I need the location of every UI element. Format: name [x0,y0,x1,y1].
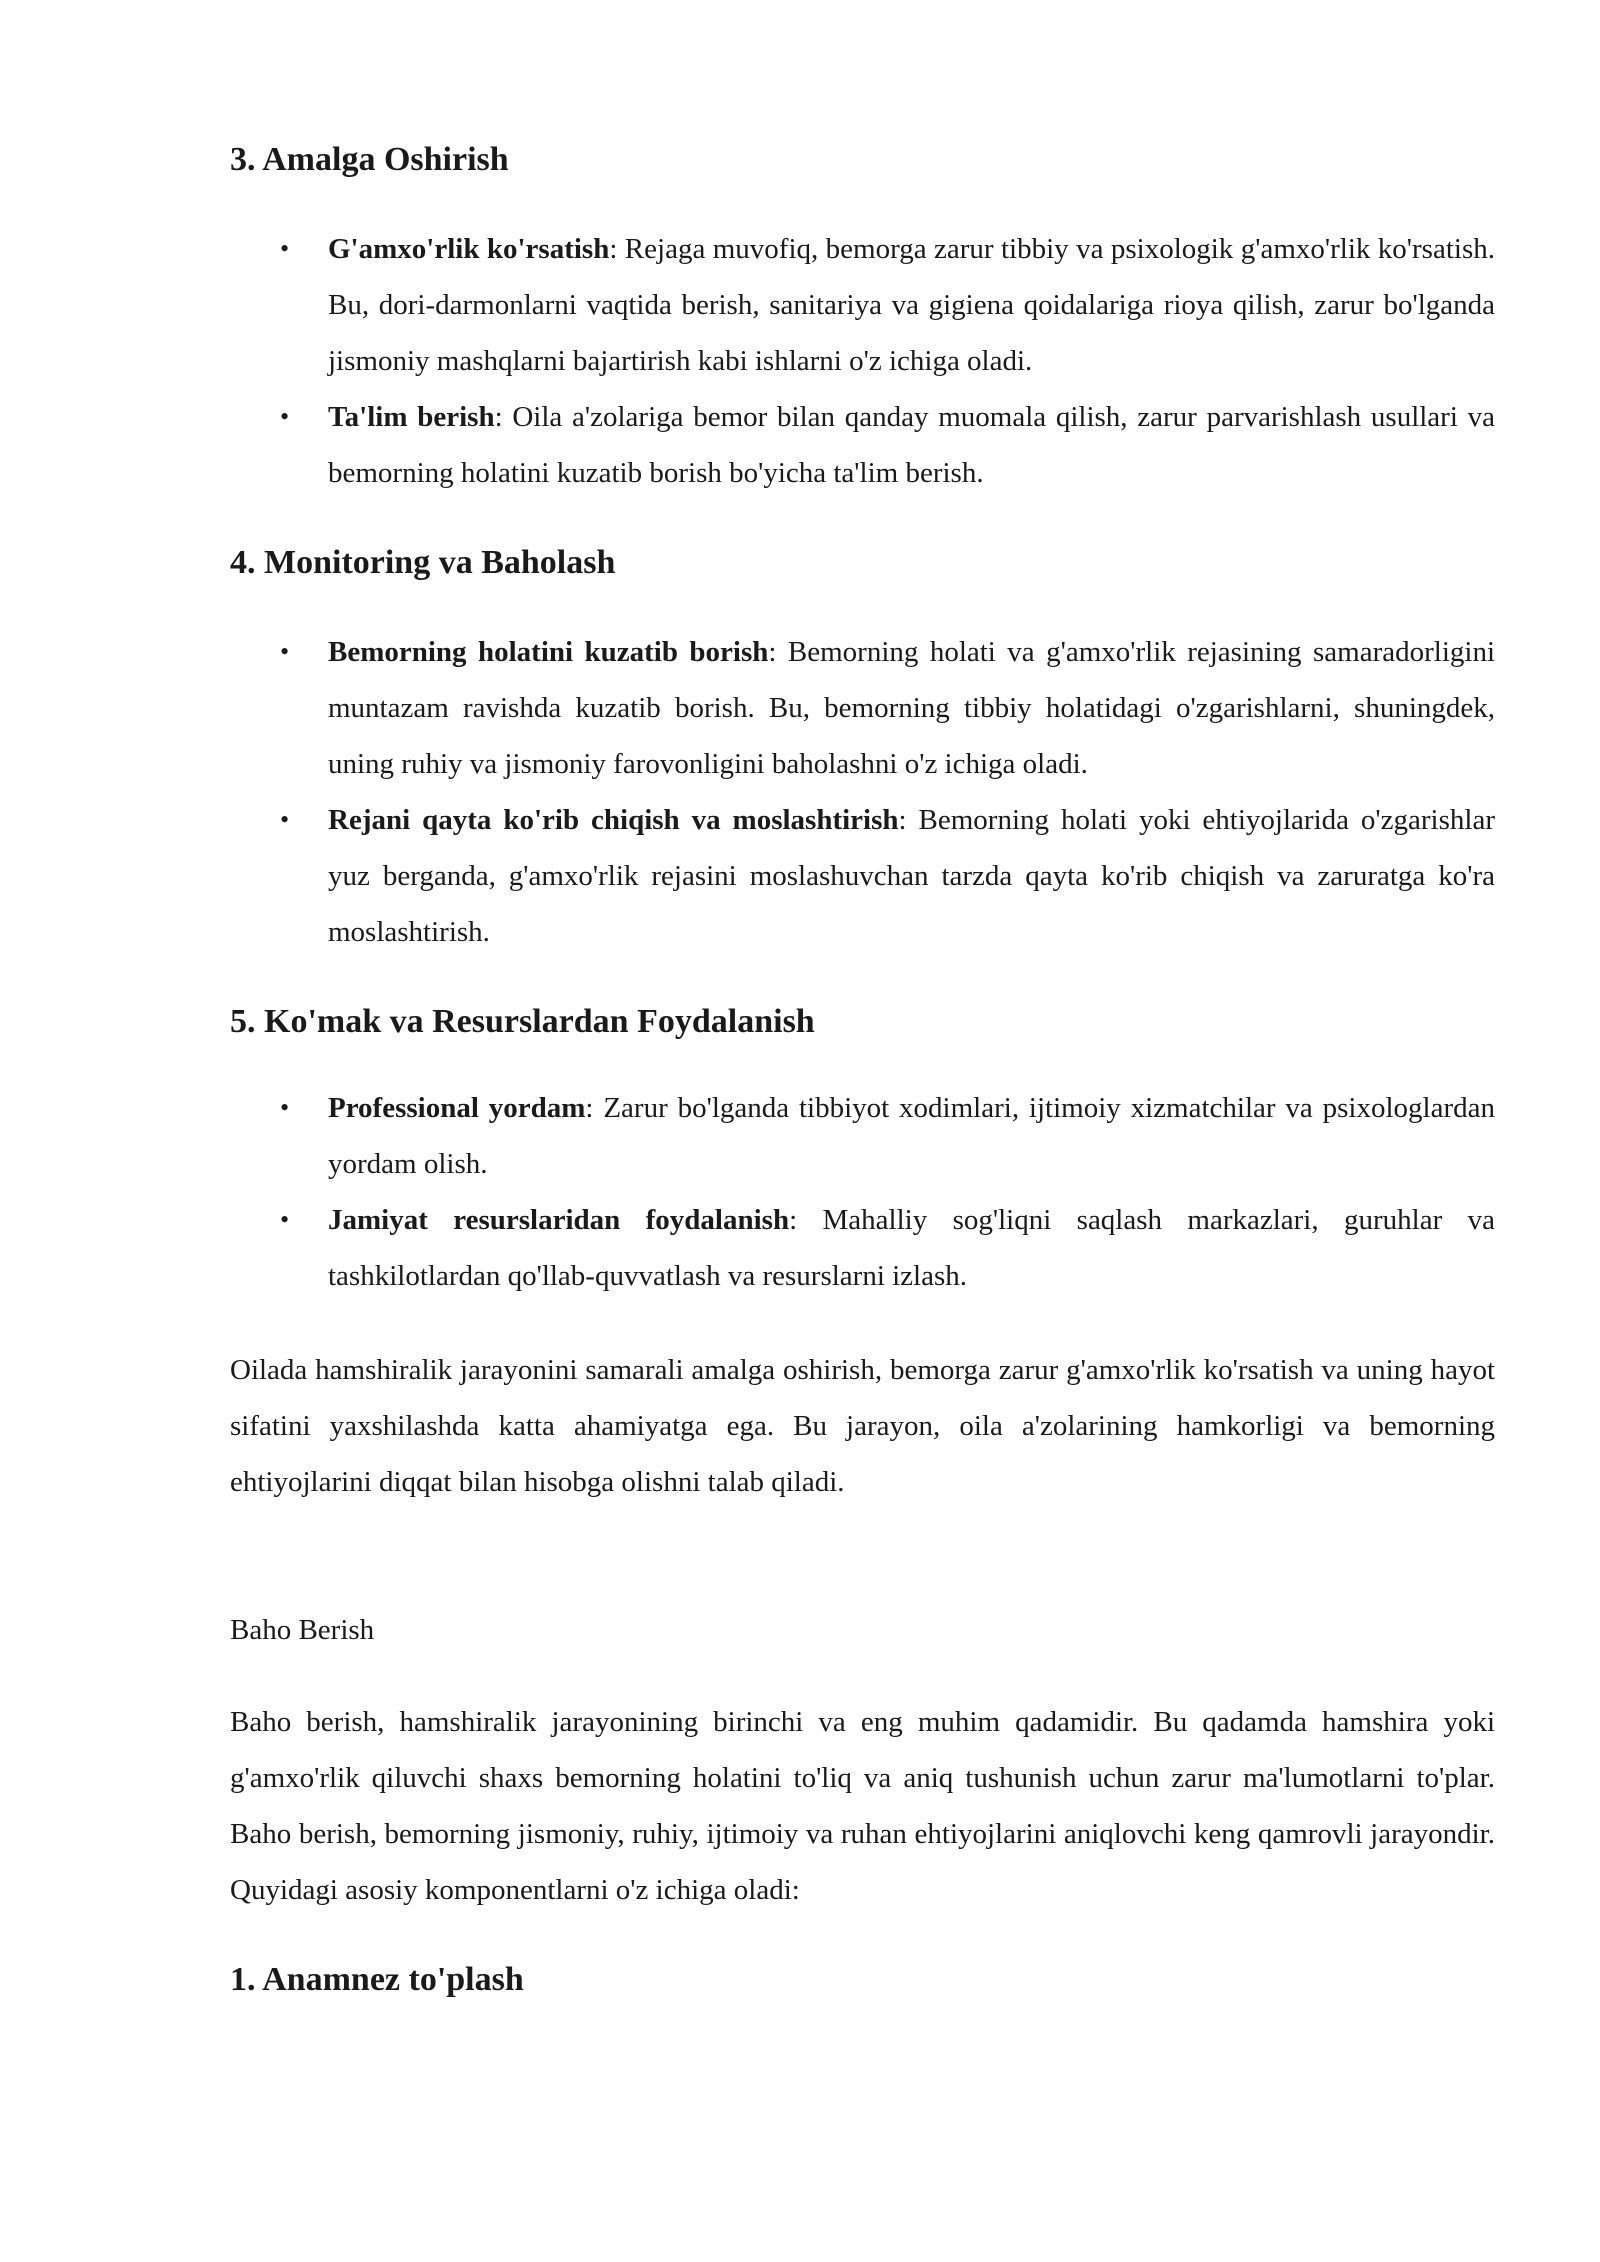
list-item-term: Rejani qayta ko'rib chiqish va moslashtirish [328,803,899,836]
list-item [230,1192,1495,1304]
section-heading: 1. Anamnez to'plash [230,1961,524,1999]
section-monitoring [230,543,1495,960]
summary-paragraph: Oilada hamshiralik jarayonini samarali amalga oshirish, bemorga zarur g'amxo'rlik ko'rsatish va uning hayot sifatini yaxshilashda katta ahamiyatga ega. Bu jarayon, oila a'zolarining hamkorligi va bemorning ehtiyojlarini diqqat bilan hisobga olishni talab qiladi. [230,1354,1495,1499]
list-item-term: G'amxo'rlik ko'rsatish [328,232,610,265]
list-item-text: : Oila a'zolariga bemor bilan qanday muomala qilish, zarur parvarishlash usullari va bemorning holatini kuzatib borish bo'yicha ta'lim berish. [328,400,1495,489]
bullet-icon: • [280,636,290,666]
bullet-icon: • [280,1205,290,1235]
bullet-icon: • [280,804,290,834]
section-komak-resurslar [230,1002,1495,1305]
document-page [230,140,1495,2001]
section-amalga-oshirish [230,140,1495,501]
intro-paragraph: Baho berish, hamshiralik jarayonining birinchi va eng muhim qadamidir. Bu qadamda hamshira yoki g'amxo'rlik qiluvchi shaxs bemorning holatini to'liq va aniq tushunish uchun zarur ma'lumotlarni to'plar. Baho berish, bemorning jismoniy, ruhiy, ijtimoiy va ruhan ehtiyojlarini aniqlovchi keng qamrovli jarayondir. Quyidagi asosiy komponentlarni o'z ichiga oladi: [230,1706,1495,1907]
list-item-text: : Bemorning holati yoki ehtiyojlarida o'zgarishlar yuz berganda, g'amxo'rlik rejasini moslashuvchan tarzda qayta ko'rib chiqish va zaruratga ko'ra moslashtirish. [328,803,1495,948]
bullet-icon: • [280,233,290,263]
bullet-icon: • [280,401,290,431]
bullet-icon: • [280,1093,290,1123]
section-heading: 4. Monitoring va Baholash [230,543,616,581]
list-item [230,624,1495,792]
section-anamnez [230,1960,1495,2001]
section-heading: 3. Amalga Oshirish [230,141,509,178]
list-item-text: : Zarur bo'lganda tibbiyot xodimlari, ijtimoiy xizmatchilar va psixologlardan yordam olish. [328,1092,1495,1181]
bullet-list [230,624,1495,960]
bullet-list [230,1080,1495,1304]
list-item [230,1080,1495,1192]
subtitle: Baho Berish [230,1614,375,1647]
list-item [230,221,1495,389]
bullet-list [230,221,1495,501]
section-heading: 5. Ko'mak va Resurslardan Foydalanish [230,1002,815,1040]
list-item-term: Jamiyat resurslaridan foydalanish [328,1204,790,1237]
list-item [230,389,1495,501]
list-item-term: Ta'lim berish [328,400,495,433]
list-item-text: : Rejaga muvofiq, bemorga zarur tibbiy va psixologik g'amxo'rlik ko'rsatish. Bu, dori-darmonlarni vaqtida berish, sanitariya va gigiena qoidalariga rioya qilish, zarur bo'lganda jismoniy mashqlarni bajartirish kabi ishlarni o'z ichiga oladi. [328,232,1495,377]
list-item-text: : Bemorning holati va g'amxo'rlik rejasining samaradorligini muntazam ravishda kuzatib borish. Bu, bemorning tibbiy holatidagi o'zgarishlarni, shuningdek, uning ruhiy va jismoniy farovonligini baholashni o'z ichiga oladi. [328,635,1495,780]
list-item [230,792,1495,960]
list-item-term: Bemorning holatini kuzatib borish [328,635,769,668]
list-item-text: : Mahalliy sog'liqni saqlash markazlari, guruhlar va tashkilotlardan qo'llab-quvvatlash va resurslarni izlash. [328,1204,1495,1293]
list-item-term: Professional yordam [328,1092,586,1125]
